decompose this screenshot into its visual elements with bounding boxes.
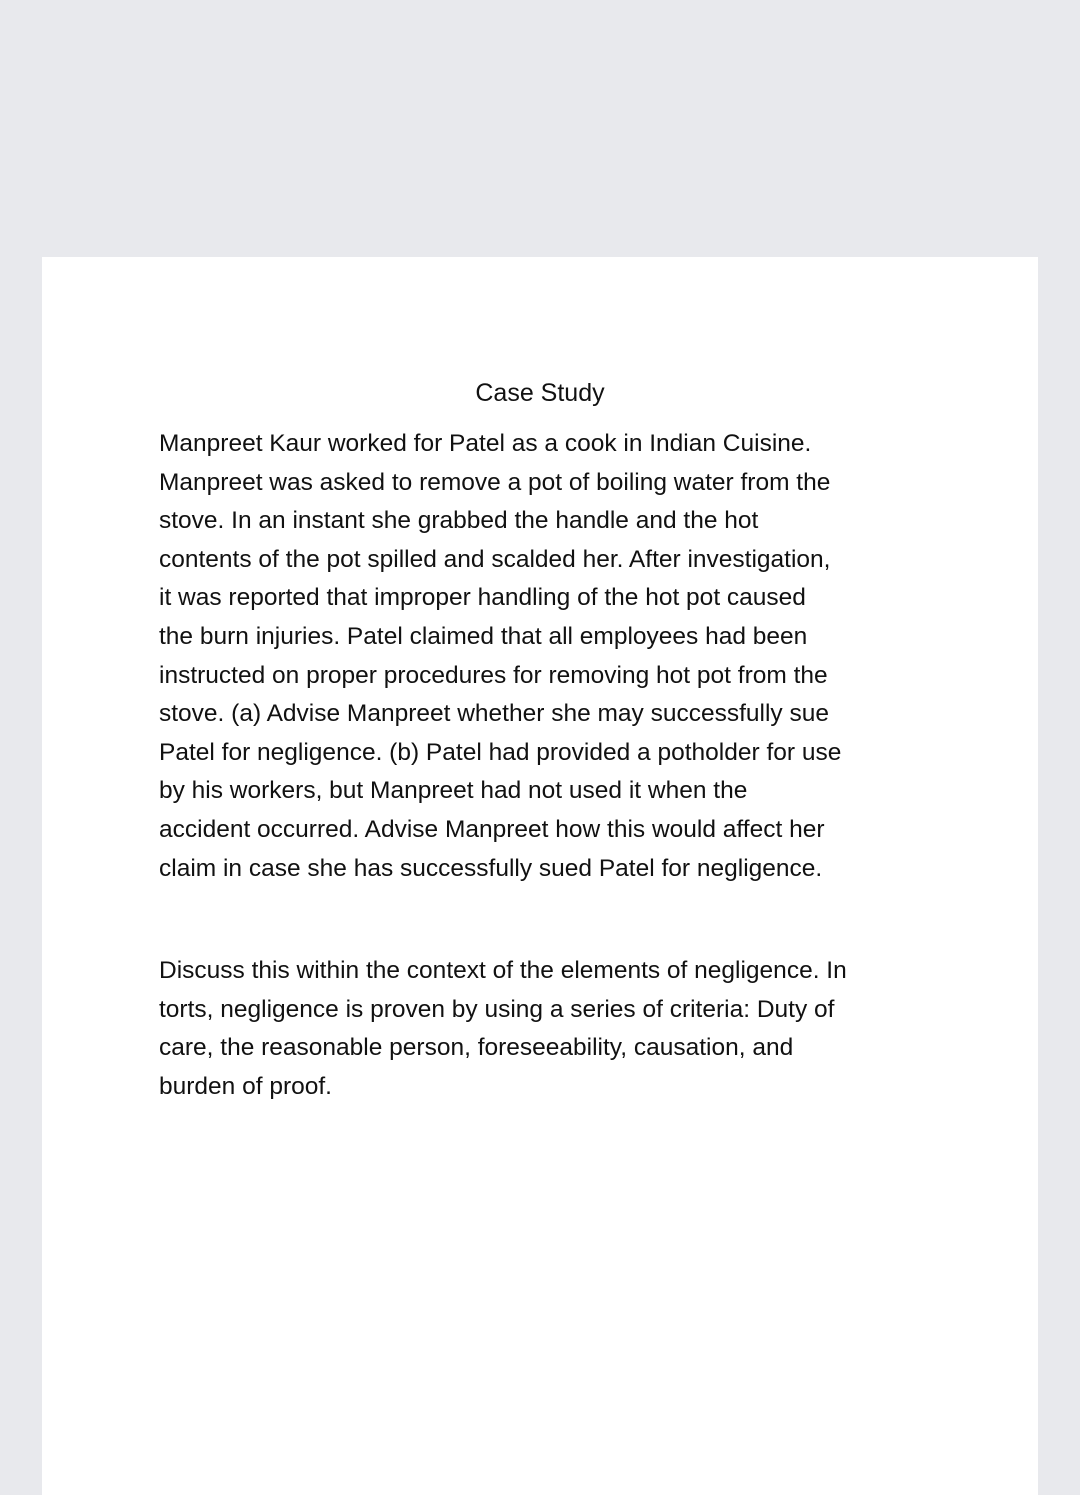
paragraph-line: instructed on proper procedures for removing hot pot from the [159,661,828,689]
paragraph-line: stove. In an instant she grabbed the handle and the hot [159,507,759,535]
paragraph-line: Manpreet Kaur worked for Patel as a cook in Indian Cuisine. [159,430,812,457]
paragraph-line: torts, negligence is proven by using a series of criteria: Duty of [159,995,835,1023]
paragraph-line: burden of proof. [159,1072,332,1100]
paragraph-line: care, the reasonable person, foreseeability, causation, and [159,1034,794,1062]
paragraph-line: Patel for negligence. (b) Patel had provided a potholder for use [159,738,842,766]
discussion-paragraph [159,952,847,1106]
case-paragraph [159,425,841,888]
paragraph-line: claim in case she has successfully sued Patel for negligence. [159,854,823,882]
paragraph-line: the burn injuries. Patel claimed that all employees had been [159,622,808,650]
paragraph-line: contents of the pot spilled and scalded her. After investigation, [159,545,831,573]
paragraph-line: Manpreet was asked to remove a pot of boiling water from the [159,468,831,496]
paragraph-line: by his workers, but Manpreet had not used it when the [159,777,748,805]
paragraph-line: Discuss this within the context of the elements of negligence. In [159,957,847,984]
paragraph-line: accident occurred. Advise Manpreet how this would affect her [159,815,825,843]
document-title: Case Study [475,379,605,407]
paragraph-line: stove. (a) Advise Manpreet whether she may successfully sue [159,700,829,728]
document-page [42,257,1038,1495]
paragraph-line: it was reported that improper handling of the hot pot caused [159,584,806,612]
